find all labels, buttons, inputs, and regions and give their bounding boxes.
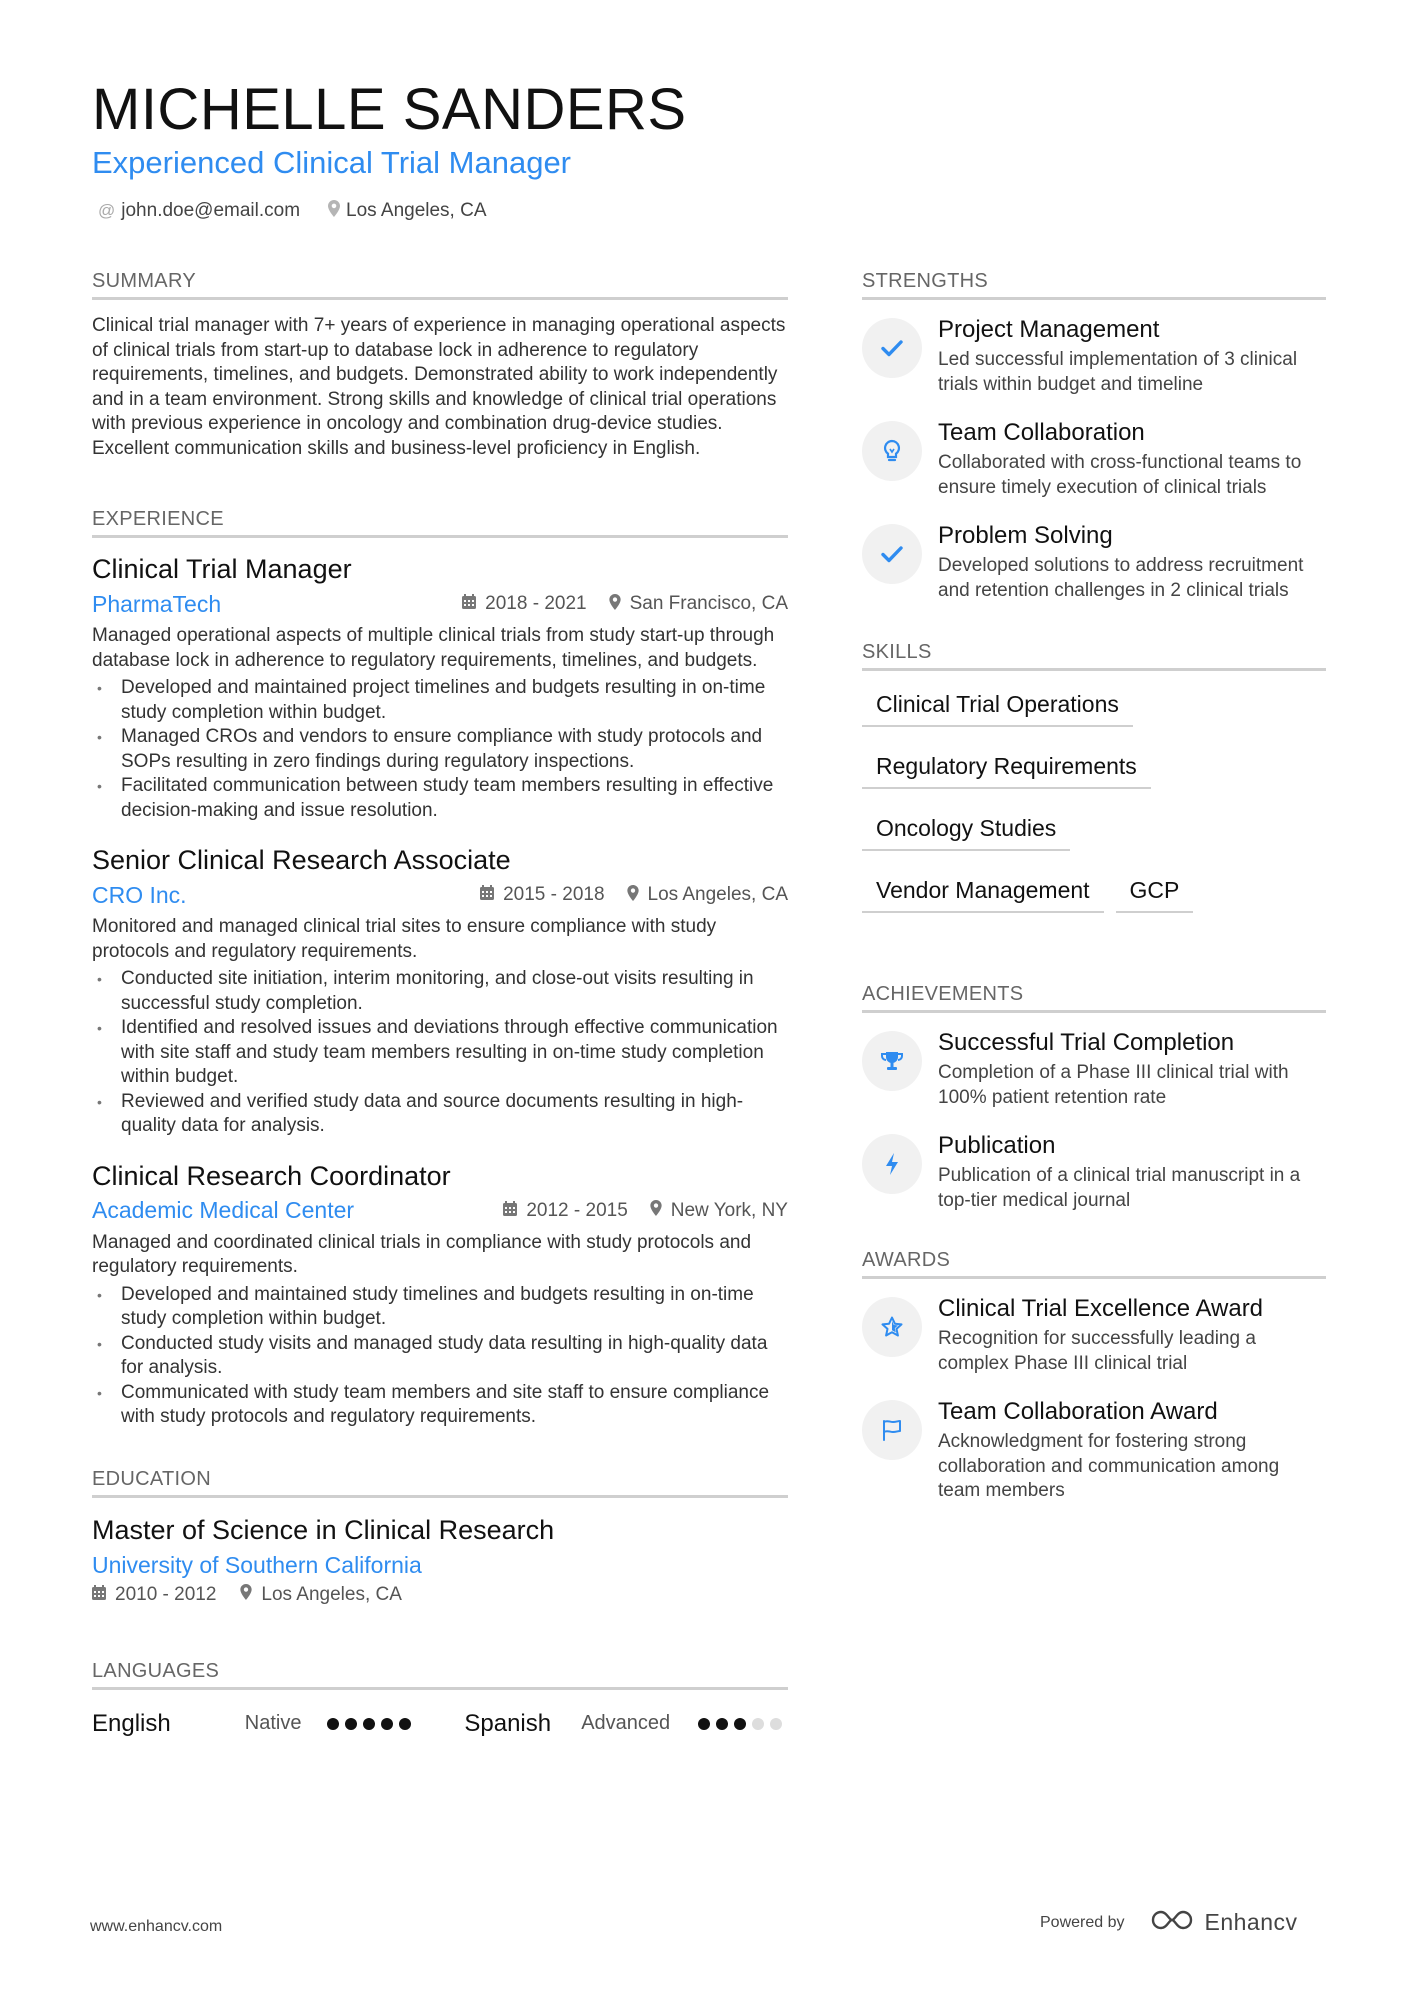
job-dates	[462, 593, 586, 615]
location-pin-icon	[650, 1200, 662, 1221]
rating-dot	[734, 1718, 746, 1730]
footer-website[interactable]: www.enhancv.com	[90, 1918, 223, 1935]
rating-dot	[399, 1718, 411, 1730]
calendar-icon	[462, 594, 476, 614]
strengths-heading: STRENGTHS	[862, 270, 1326, 300]
job-entry	[92, 552, 788, 823]
strength-description: Collaborated with cross-functional teams to ensure timely execution of clinical trials	[938, 452, 1302, 498]
job-bullets	[92, 676, 788, 823]
job-entry	[92, 1159, 788, 1430]
language-name: Spanish	[464, 1709, 552, 1737]
achievement-title: Successful Trial Completion	[938, 1029, 1235, 1056]
strength-description: Developed solutions to address recruitment and retention challenges in 2 clinical trials	[938, 555, 1304, 601]
skills-list	[862, 685, 1326, 933]
location-pin-icon	[240, 1584, 252, 1605]
experience-heading: EXPERIENCE	[92, 508, 788, 538]
languages-heading: LANGUAGES	[92, 1660, 788, 1690]
job-meta	[440, 593, 788, 615]
skills-heading: SKILLS	[862, 641, 1326, 671]
job-bullets	[92, 1283, 788, 1430]
award-title: Team Collaboration Award	[938, 1398, 1218, 1425]
summary-heading: SUMMARY	[92, 270, 788, 300]
job-company: PharmaTech	[92, 590, 222, 617]
check-icon	[862, 318, 922, 378]
job-bullet: • Developed and maintained study timelines and budgets resulting in on-time study completion within budget.	[92, 1283, 788, 1332]
education-meta	[92, 1584, 788, 1606]
award-title: Clinical Trial Excellence Award	[938, 1295, 1264, 1322]
achievement-title: Publication	[938, 1132, 1056, 1159]
strength-description: Led successful implementation of 3 clinical trials within budget and timeline	[938, 349, 1298, 395]
rating-dot	[381, 1718, 393, 1730]
strength-body	[938, 314, 1326, 397]
education-entry	[92, 1512, 788, 1606]
strength-title: Project Management	[938, 316, 1160, 343]
job-location	[609, 593, 788, 615]
award-item	[862, 1293, 1326, 1376]
enhancv-logo-icon	[1149, 1908, 1195, 1937]
job-meta	[458, 884, 788, 906]
check-icon	[862, 524, 922, 584]
job-bullet: • Managed CROs and vendors to ensure compliance with study protocols and SOPs resulting in zero findings during regulatory inspections.	[92, 725, 788, 774]
job-meta-row	[92, 1193, 788, 1229]
award-description: Acknowledgment for fostering strong collaboration and communication among team members	[938, 1431, 1280, 1501]
rating-dot	[345, 1718, 357, 1730]
location-pin-icon	[627, 885, 639, 906]
job-meta-row	[92, 877, 788, 913]
achievements-list	[862, 1027, 1326, 1213]
rating-dot	[770, 1718, 782, 1730]
job-meta	[481, 1200, 788, 1222]
awards-list	[862, 1293, 1326, 1504]
strength-item	[862, 520, 1326, 603]
job-bullet: • Conducted study visits and managed study data resulting in high-quality data for analysis.	[92, 1332, 788, 1381]
job-bullet: • Facilitated communication between study team members resulting in effective decision-making and issue resolution.	[92, 774, 788, 823]
language-name: English	[92, 1709, 171, 1737]
rating-dot	[698, 1718, 710, 1730]
achievement-body	[938, 1027, 1326, 1110]
strengths-list	[862, 314, 1326, 603]
lightbulb-icon	[862, 421, 922, 481]
job-bullets	[92, 967, 788, 1139]
skill-tag: Clinical Trial Operations	[862, 685, 1133, 727]
job-bullet: • Identified and resolved issues and deviations through effective communication with site staff and study team members resulting in on-time study completion within budget.	[92, 1016, 788, 1090]
language-level: Advanced	[581, 1712, 671, 1734]
achievements-heading: ACHIEVEMENTS	[862, 983, 1326, 1013]
right-column	[862, 270, 1326, 1524]
job-title: Senior Clinical Research Associate	[92, 845, 511, 875]
job-meta-row	[92, 586, 788, 622]
job-company: CRO Inc.	[92, 881, 187, 908]
award-description: Recognition for successfully leading a complex Phase III clinical trial	[938, 1328, 1256, 1374]
education-location	[240, 1584, 401, 1606]
education-heading: EDUCATION	[92, 1468, 788, 1498]
education-location-text: Los Angeles, CA	[261, 1583, 402, 1605]
skill-tag: GCP	[1116, 871, 1194, 913]
job-dates	[480, 884, 604, 906]
job-location	[650, 1200, 788, 1222]
job-dates-text: 2015 - 2018	[503, 884, 605, 905]
language-level: Native	[244, 1712, 302, 1734]
language-rating	[327, 1718, 465, 1730]
award-body	[938, 1396, 1326, 1504]
language-rating	[698, 1718, 788, 1730]
job-location-text: New York, NY	[670, 1199, 788, 1221]
education-dates-text: 2010 - 2012	[115, 1583, 217, 1605]
trophy-icon	[862, 1031, 922, 1091]
location-text: Los Angeles, CA	[346, 200, 487, 221]
job-bullet: • Developed and maintained project timelines and budgets resulting in on-time study completion within budget.	[92, 676, 788, 725]
rating-dot	[363, 1718, 375, 1730]
achievement-item	[862, 1027, 1326, 1110]
job-description: Monitored and managed clinical trial sites to ensure compliance with study protocols and regulatory requirements.	[92, 916, 717, 962]
left-column	[92, 270, 788, 1744]
strength-item	[862, 417, 1326, 500]
location-pin-icon	[328, 200, 340, 222]
rating-dot	[327, 1718, 339, 1730]
job-title: Clinical Research Coordinator	[92, 1160, 451, 1191]
skill-tag: Vendor Management	[862, 871, 1104, 913]
job-bullet: • Communicated with study team members and site staff to ensure compliance with study protocols and regulatory requirements.	[92, 1381, 788, 1430]
job-title: Clinical Trial Manager	[92, 554, 352, 584]
strength-body	[938, 417, 1326, 500]
achievement-body	[938, 1130, 1326, 1213]
awards-heading: AWARDS	[862, 1249, 1326, 1279]
rating-dot	[752, 1718, 764, 1730]
powered-by-text: Powered by	[1040, 1913, 1125, 1931]
strength-title: Problem Solving	[938, 522, 1113, 549]
flag-icon	[862, 1400, 922, 1460]
experience-list	[92, 552, 788, 1430]
location-pin-icon	[609, 594, 621, 615]
contact-email[interactable]	[98, 200, 300, 222]
calendar-icon	[503, 1201, 517, 1221]
skill-tag: Regulatory Requirements	[862, 747, 1151, 789]
candidate-name: MICHELLE SANDERS	[92, 77, 687, 142]
calendar-icon	[480, 885, 494, 905]
rating-dot	[716, 1718, 728, 1730]
summary-text: Clinical trial manager with 7+ years of experience in managing operational aspects of clinical trials from start-up to database lock in adherence to regulatory requirements, timelines, and budgets. Demonstrated ability to work independently and in a team environment. Strong skills and knowledge of clinical trial operations with previous experience in oncology and combination drug-device studies. Excellent communication skills and business-level proficiency in English.	[92, 315, 786, 459]
contact-location	[328, 200, 486, 222]
lightning-icon	[862, 1134, 922, 1194]
languages-row	[92, 1704, 788, 1744]
job-dates	[503, 1200, 627, 1222]
job-dates-text: 2012 - 2015	[526, 1199, 628, 1221]
job-company: Academic Medical Center	[92, 1197, 355, 1223]
job-location	[627, 884, 788, 906]
award-body	[938, 1293, 1326, 1376]
job-location-text: San Francisco, CA	[629, 593, 788, 614]
job-location-text: Los Angeles, CA	[647, 884, 788, 905]
education-degree: Master of Science in Clinical Research	[92, 1514, 555, 1545]
strength-title: Team Collaboration	[938, 419, 1145, 446]
award-item	[862, 1396, 1326, 1504]
achievement-description: Completion of a Phase III clinical trial with 100% patient retention rate	[938, 1062, 1289, 1108]
strength-item	[862, 314, 1326, 397]
job-description: Managed operational aspects of multiple clinical trials from study start-up through database lock in adherence to regulatory requirements, timelines, and budgets.	[92, 625, 775, 671]
job-entry	[92, 843, 788, 1139]
job-description: Managed and coordinated clinical trials in compliance with study protocols and regulatory requirements.	[92, 1231, 752, 1277]
skill-tag: Oncology Studies	[862, 809, 1070, 851]
job-dates-text: 2018 - 2021	[485, 593, 587, 614]
footer-branding	[1040, 1908, 1298, 1937]
achievement-description: Publication of a clinical trial manuscript in a top-tier medical journal	[938, 1165, 1301, 1211]
education-school: University of Southern California	[92, 1551, 422, 1578]
job-bullet: • Conducted site initiation, interim monitoring, and close-out visits resulting in successful study completion.	[92, 967, 788, 1016]
brand-name: Enhancv	[1204, 1909, 1298, 1935]
achievement-item	[862, 1130, 1326, 1213]
candidate-headline: Experienced Clinical Trial Manager	[92, 145, 572, 180]
contact-row	[98, 200, 515, 222]
star-icon	[862, 1297, 922, 1357]
education-dates	[92, 1584, 216, 1606]
calendar-icon	[92, 1585, 106, 1605]
at-icon: @	[98, 201, 116, 220]
job-bullet: • Reviewed and verified study data and source documents resulting in high-quality data for analysis.	[92, 1090, 788, 1139]
strength-body	[938, 520, 1326, 603]
email-text: john.doe@email.com	[121, 200, 301, 221]
